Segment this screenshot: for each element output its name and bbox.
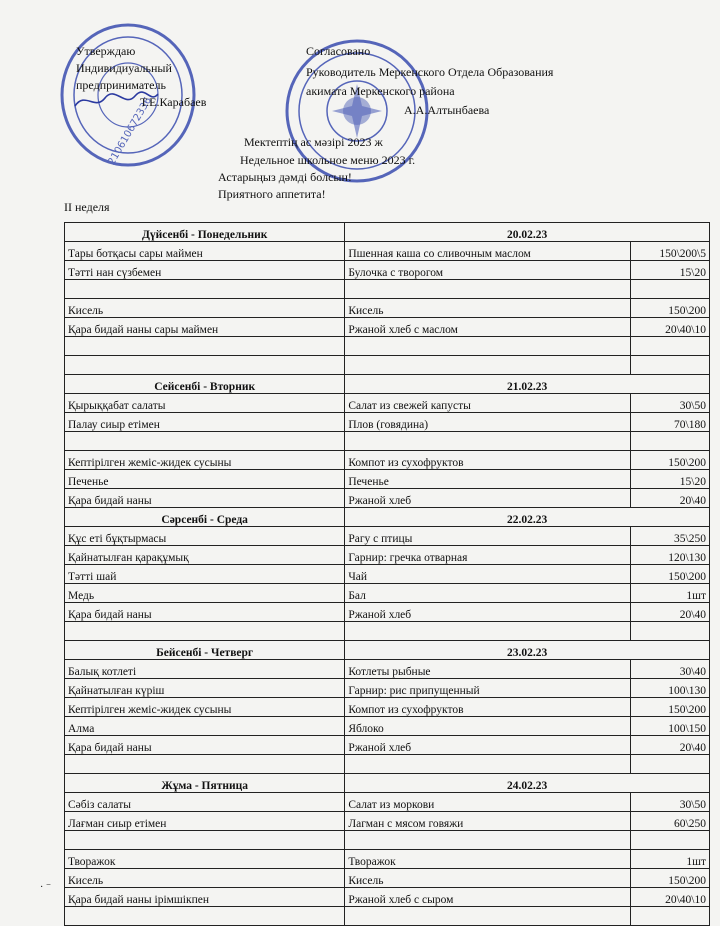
dish-ru: Рагу с птицы [345,527,630,546]
dish-ru: Булочка с творогом [345,261,630,280]
menu-row [65,850,710,869]
dish-ru: Ржаной хлеб [345,603,630,622]
portion-weight: 30\50 [630,793,709,812]
menu-row [65,413,710,432]
menu-row [65,394,710,413]
menu-row [65,812,710,831]
menu-row [65,869,710,888]
portion-weight: 20\40\10 [630,888,709,907]
day-name: Сәрсенбі - Среда [65,508,345,527]
menu-row [65,907,710,926]
day-name: Жұма - Пятница [65,774,345,793]
dish-ru [345,622,630,641]
menu-row [65,489,710,508]
portion-weight: 100\150 [630,717,709,736]
portion-weight: 1шт [630,850,709,869]
dish-kz [65,280,345,299]
dish-ru: Бал [345,584,630,603]
dish-kz: Творажок [65,850,345,869]
portion-weight: 150\200 [630,299,709,318]
menu-row [65,736,710,755]
menu-row [65,793,710,812]
portion-weight: 150\200 [630,869,709,888]
dish-kz [65,356,345,375]
scan-mark: · ⁻ [40,882,52,893]
dish-ru: Печенье [345,470,630,489]
day-date: 24.02.23 [345,774,710,793]
menu-row [65,261,710,280]
day-header-row [65,375,710,394]
menu-row [65,337,710,356]
dish-ru: Ржаной хлеб [345,736,630,755]
dish-kz: Балық котлеті [65,660,345,679]
menu-row [65,299,710,318]
portion-weight [630,356,709,375]
day-name: Сейсенбі - Вторник [65,375,345,394]
dish-ru: Компот из сухофруктов [345,451,630,470]
day-date: 22.02.23 [345,508,710,527]
dish-kz: Тәтті нан сүзбемен [65,261,345,280]
menu-row [65,546,710,565]
dish-kz: Қара бидай наны [65,489,345,508]
title-kz: Мектептің ас мәзірі 2023 ж [244,135,383,149]
dish-kz: Кептірілген жеміс-жидек сусыны [65,451,345,470]
dish-kz: Палау сиыр етімен [65,413,345,432]
menu-row [65,280,710,299]
dish-ru: Творажок [345,850,630,869]
portion-weight: 15\20 [630,261,709,280]
portion-weight: 20\40 [630,603,709,622]
dish-ru: Чай [345,565,630,584]
dish-kz: Тары ботқасы сары маймен [65,242,345,261]
dish-kz: Алма [65,717,345,736]
title-ru: Недельное школьное меню 2023 г. [240,153,416,167]
menu-row [65,318,710,337]
menu-row [65,356,710,375]
dish-kz: Қара бидай наны сары маймен [65,318,345,337]
day-name: Дүйсенбі - Понедельник [65,223,345,242]
dish-kz: Печенье [65,470,345,489]
portion-weight: 60\250 [630,812,709,831]
day-header-row [65,223,710,242]
dish-ru: Компот из сухофруктов [345,698,630,717]
day-date: 20.02.23 [345,223,710,242]
dish-ru: Котлеты рыбные [345,660,630,679]
dish-kz: Қара бидай наны [65,603,345,622]
dish-kz: Тәтті шай [65,565,345,584]
dish-ru [345,337,630,356]
wish-ru: Приятного аппетита! [218,187,326,201]
dish-kz: Қырыққабат салаты [65,394,345,413]
dish-kz: Қара бидай наны [65,736,345,755]
portion-weight [630,432,709,451]
menu-row [65,470,710,489]
svg-text:210610672336: 210610672336 [106,95,155,168]
day-date: 23.02.23 [345,641,710,660]
portion-weight: 150\200 [630,451,709,470]
day-header-row [65,641,710,660]
dish-ru: Плов (говядина) [345,413,630,432]
approve-left-1: Утверждаю [76,44,136,58]
portion-weight [630,622,709,641]
dish-kz: Кептірілген жеміс-жидек сусыны [65,698,345,717]
approve-left-4: Т.Е.Карабаев [140,95,207,109]
dish-ru: Кисель [345,299,630,318]
portion-weight [630,337,709,356]
dish-ru: Кисель [345,869,630,888]
dish-ru [345,831,630,850]
menu-table [64,222,710,926]
dish-ru: Гарнир: гречка отварная [345,546,630,565]
approve-left-3: предприниматель [76,78,166,92]
week-label: II неделя [64,200,110,214]
menu-row [65,603,710,622]
dish-kz: Құс еті бұқтырмасы [65,527,345,546]
portion-weight [630,280,709,299]
portion-weight: 35\250 [630,527,709,546]
portion-weight: 120\130 [630,546,709,565]
approve-right-4: А.А.Алтынбаева [404,103,490,117]
dish-kz: Кисель [65,869,345,888]
menu-row [65,432,710,451]
menu-row [65,717,710,736]
dish-ru [345,356,630,375]
day-header-row [65,774,710,793]
dish-ru [345,432,630,451]
menu-row [65,831,710,850]
menu-row [65,527,710,546]
dish-kz [65,622,345,641]
dish-kz: Медь [65,584,345,603]
day-header-row [65,508,710,527]
portion-weight: 30\40 [630,660,709,679]
dish-kz: Қайнатылған күріш [65,679,345,698]
wish-kz: Астарыңыз дәмді болсын! [218,170,352,184]
dish-kz: Кисель [65,299,345,318]
menu-row [65,679,710,698]
portion-weight: 30\50 [630,394,709,413]
dish-kz: Қара бидай наны ірімшікпен [65,888,345,907]
portion-weight [630,907,709,926]
dish-ru: Салат из свежей капусты [345,394,630,413]
dish-ru: Салат из моркови [345,793,630,812]
portion-weight: 150\200 [630,565,709,584]
dish-kz: Қайнатылған қарақұмық [65,546,345,565]
menu-row [65,755,710,774]
menu-row [65,660,710,679]
dish-ru: Ржаной хлеб с маслом [345,318,630,337]
dish-kz [65,337,345,356]
dish-ru [345,907,630,926]
menu-row [65,242,710,261]
dish-kz: Сәбіз салаты [65,793,345,812]
portion-weight: 20\40 [630,736,709,755]
menu-row [65,451,710,470]
approve-right-3: акимата Меркенского района [306,84,455,98]
menu-row [65,622,710,641]
approve-left-2: Индивидиуальный [76,61,172,75]
portion-weight: 70\180 [630,413,709,432]
dish-ru: Ржаной хлеб [345,489,630,508]
portion-weight: 15\20 [630,470,709,489]
portion-weight [630,755,709,774]
dish-ru: Яблоко [345,717,630,736]
dish-ru: Гарнир: рис припущенный [345,679,630,698]
day-name: Бейсенбі - Четверг [65,641,345,660]
portion-weight: 100\130 [630,679,709,698]
dish-kz [65,831,345,850]
dish-ru [345,755,630,774]
approve-right-2: Руководитель Меркенского Отдела Образования [306,65,554,79]
portion-weight: 150\200\5 [630,242,709,261]
portion-weight: 20\40\10 [630,318,709,337]
dish-ru: Пшенная каша со сливочным маслом [345,242,630,261]
approve-right-1: Согласовано [306,44,371,58]
dish-kz [65,755,345,774]
portion-weight: 150\200 [630,698,709,717]
dish-kz [65,907,345,926]
menu-row [65,584,710,603]
dish-kz [65,432,345,451]
dish-ru [345,280,630,299]
dish-ru: Ржаной хлеб с сыром [345,888,630,907]
portion-weight: 1шт [630,584,709,603]
menu-row [65,698,710,717]
portion-weight: 20\40 [630,489,709,508]
dish-kz: Лағман сиыр етімен [65,812,345,831]
portion-weight [630,831,709,850]
menu-row [65,565,710,584]
menu-body [65,223,710,926]
menu-row [65,888,710,907]
dish-ru: Лагман с мясом говяжи [345,812,630,831]
day-date: 21.02.23 [345,375,710,394]
